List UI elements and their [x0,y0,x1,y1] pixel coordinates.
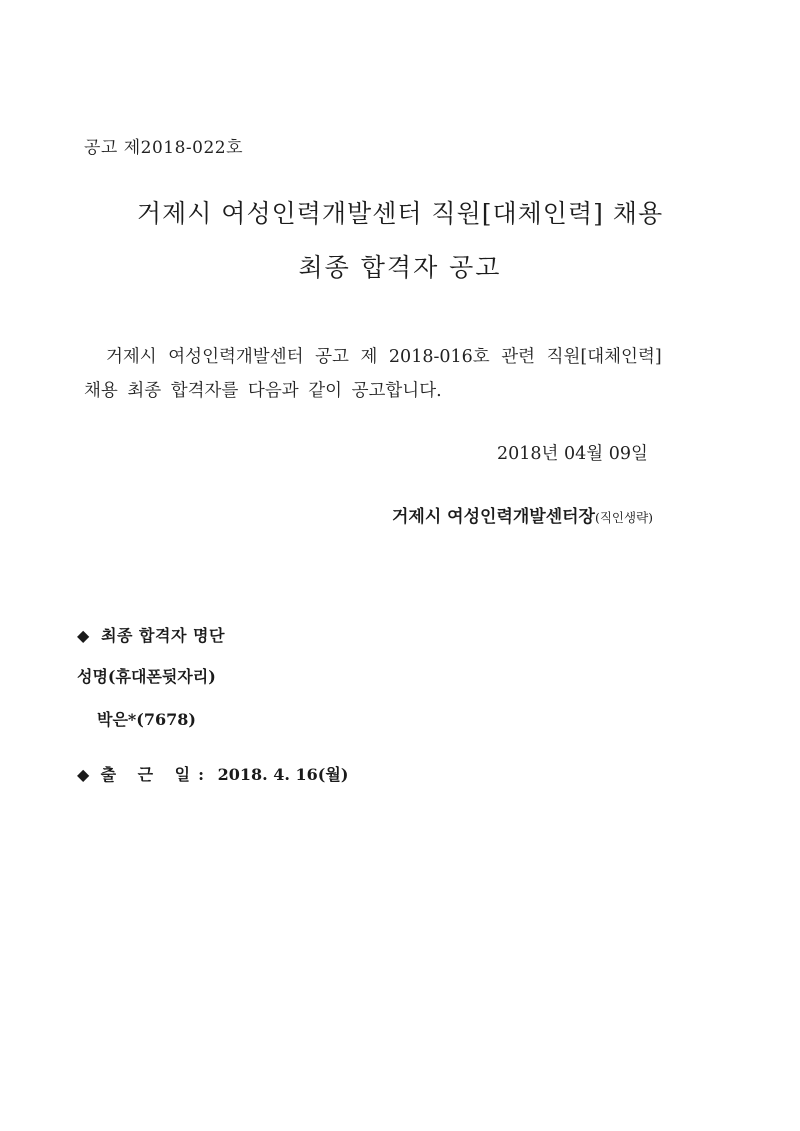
start-date-section [77,762,348,785]
diamond-bullet-icon: ◆ [77,765,90,784]
document-title-line2: 최종 합격자 공고 [298,253,502,282]
issuer-name: 거제시 여성인력개발센터장 [392,507,595,527]
seal-omitted-note: (직인생략) [594,510,654,525]
final-list-section-header [77,623,225,646]
paragraph-line2: 채용 최종 합격자를 다음과 같이 공고합니다. [84,381,442,401]
issuer-signature [392,502,653,527]
document-title-line1: 거제시 여성인력개발센터 직원[대체인력] 채용 [136,199,664,228]
name-column-header: 성명(휴대폰뒷자리) [77,667,216,686]
final-list-label: 최종 합격자 명단 [101,626,225,645]
start-date-value: 2018. 4. 16(월) [217,765,349,784]
notice-number: 공고 제2018-022호 [84,138,244,158]
announcement-date: 2018년 04월 09일 [497,444,648,464]
candidate-entry: 박은*(7678) [97,710,196,729]
start-date-label: 출 근 일: [100,765,212,784]
paragraph-line1: 거제시 여성인력개발센터 공고 제 2018-016호 관련 직원[대체인력] [106,347,662,367]
diamond-bullet-icon: ◆ [77,626,90,645]
announcement-paragraph [84,340,744,408]
